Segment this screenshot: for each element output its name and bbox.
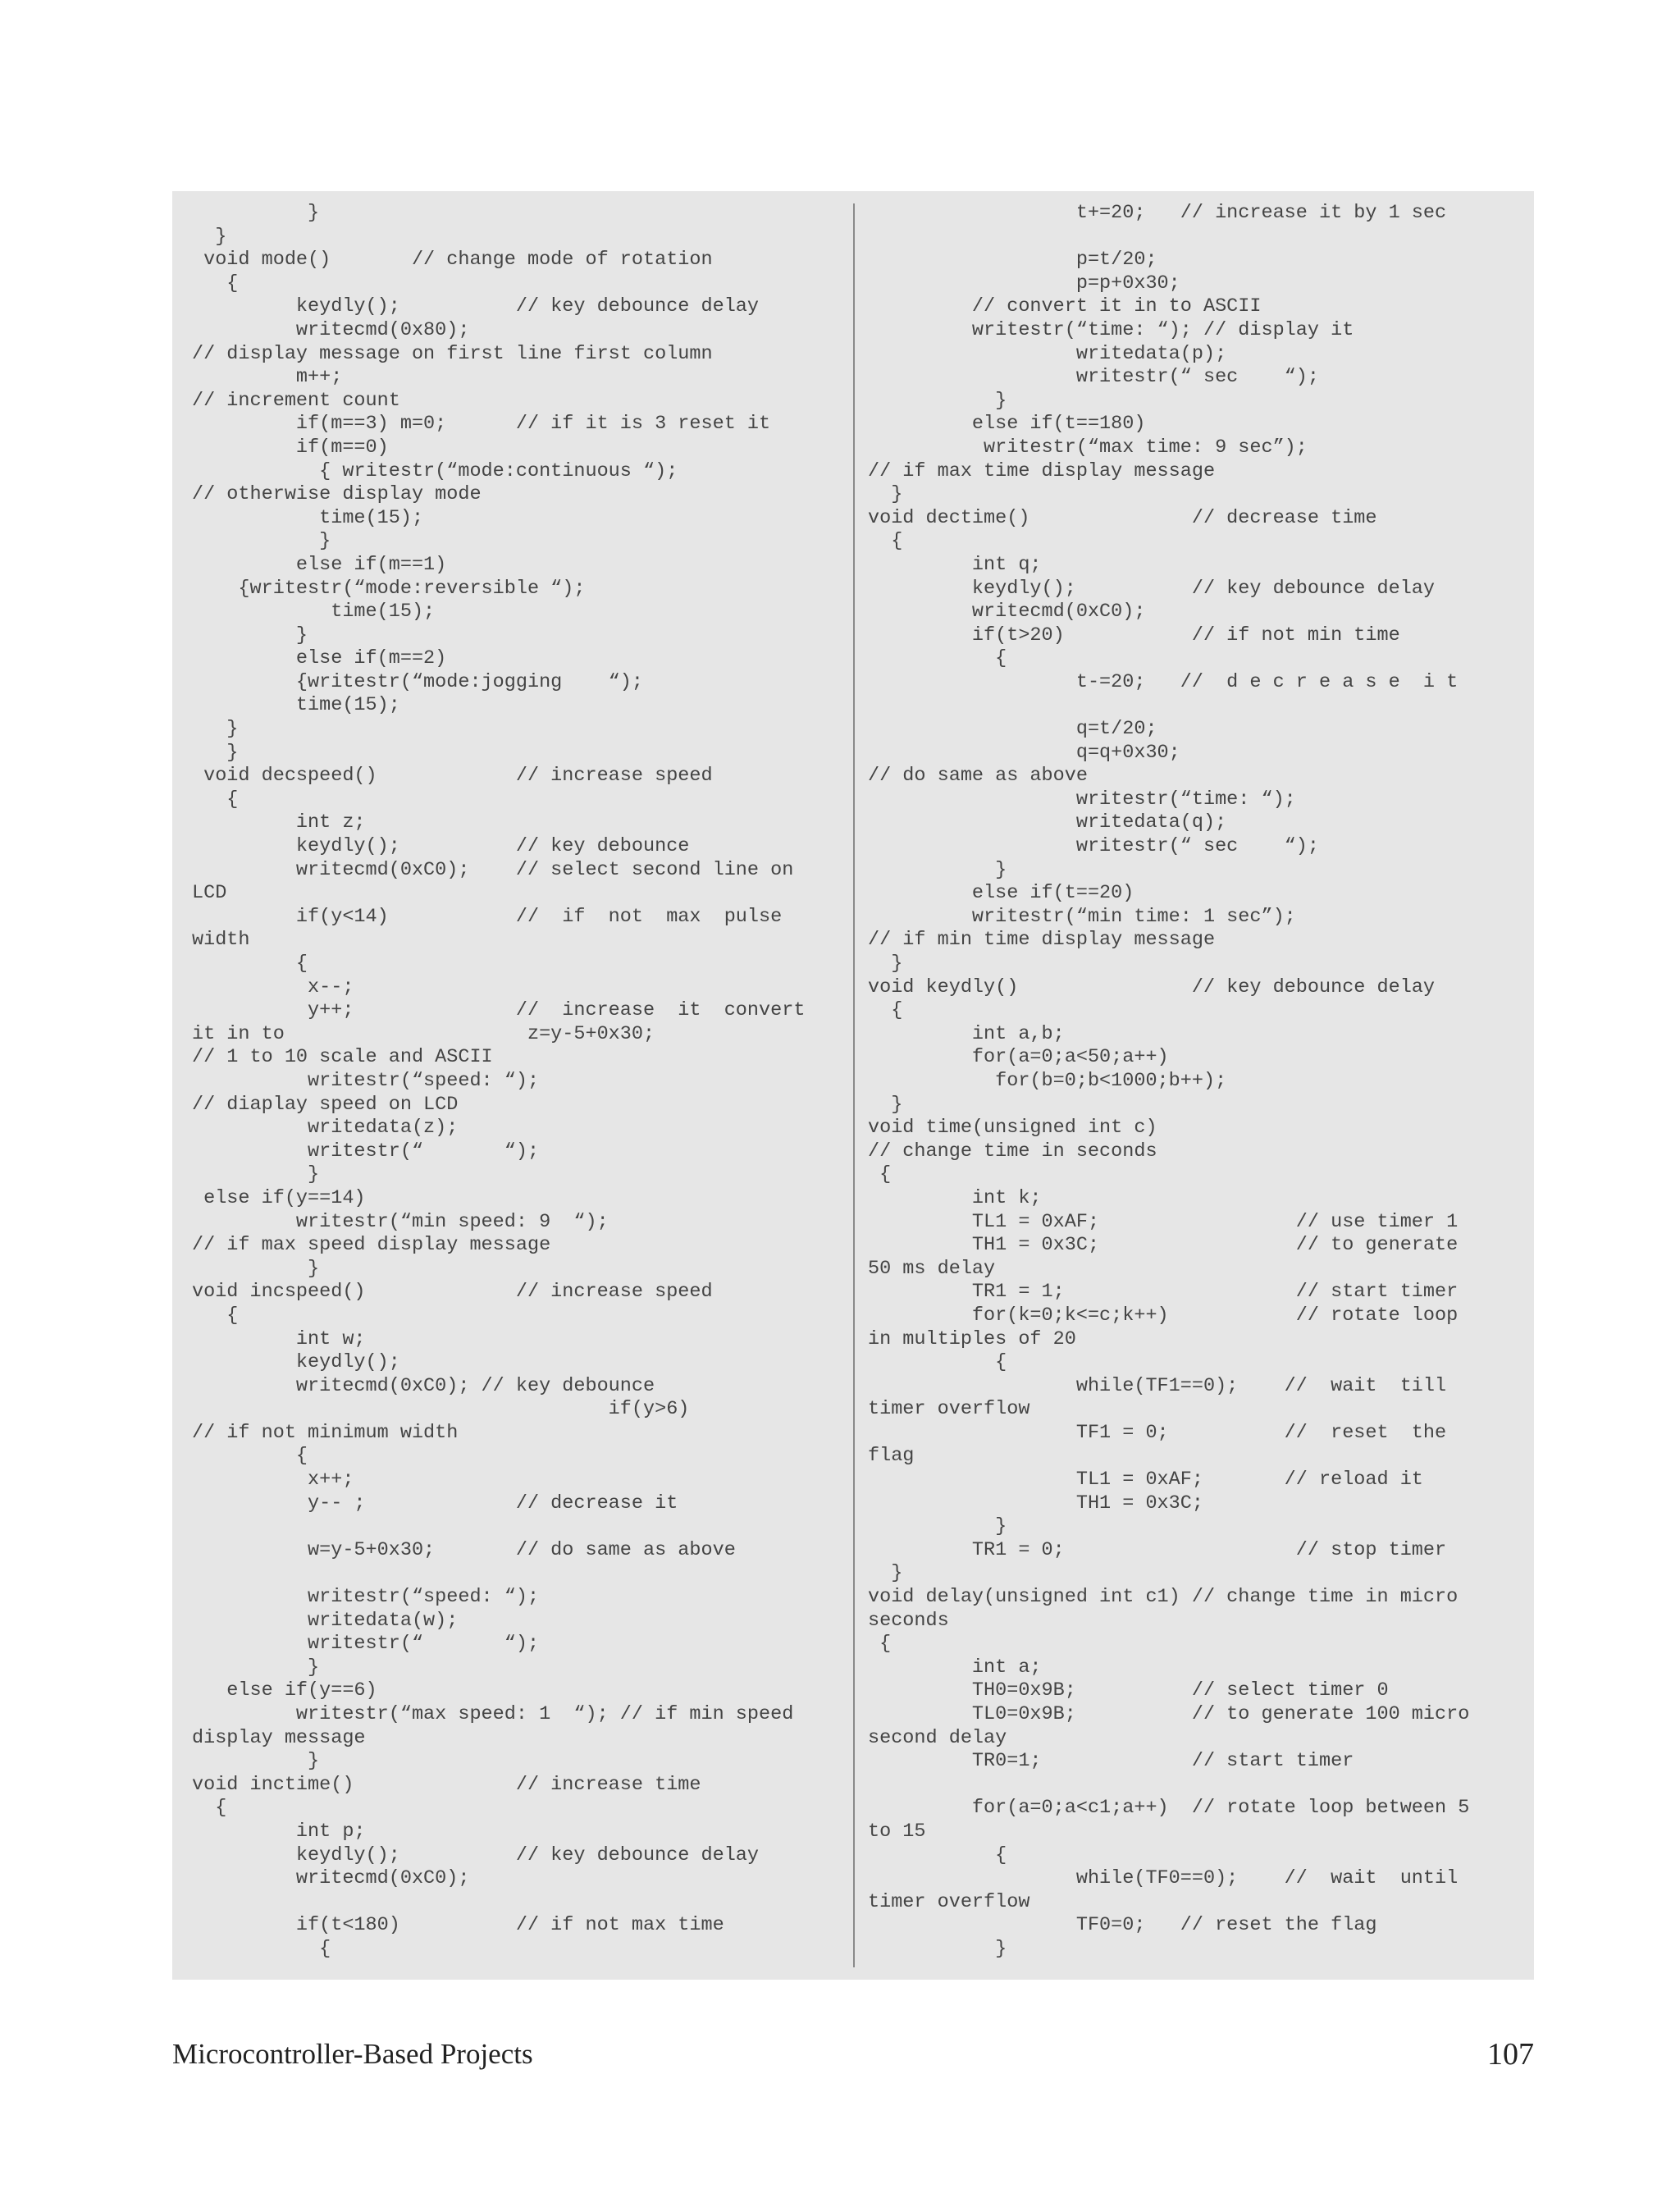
code-line: else if(t==180) (868, 413, 1146, 436)
code-line: } (192, 530, 331, 553)
code-line: { (192, 272, 239, 295)
code-line: y++; // increase it convert (192, 999, 806, 1022)
code-line: TR0=1; // start timer (868, 1750, 1354, 1773)
code-line: else if(t==20) (868, 882, 1134, 905)
code-line: width (192, 929, 250, 952)
code-line: // convert it in to ASCII (868, 295, 1262, 318)
code-line: } (868, 389, 1007, 412)
code-line: void inctime() // increase time (192, 1773, 701, 1796)
code-line: // increment count (192, 389, 400, 412)
code-line: } (868, 1937, 1007, 1960)
page-number: 107 (1487, 2037, 1534, 2072)
code-line: TH1 = 0x3C; // to generate (868, 1234, 1459, 1257)
code-line: // change time in seconds (868, 1140, 1157, 1163)
code-column-left (192, 202, 805, 1962)
code-line: writecmd(0xC0); // key debounce (192, 1374, 655, 1397)
code-line: TR1 = 1; // start timer (868, 1281, 1459, 1304)
code-line: } (192, 1750, 320, 1773)
code-line: flag (868, 1445, 915, 1468)
code-line: seconds (868, 1609, 949, 1632)
code-line: writedata(q); (868, 811, 1227, 834)
code-line: { (192, 1445, 308, 1468)
code-line: } (868, 953, 903, 975)
code-line: int a,b; (868, 1022, 1065, 1045)
code-line (192, 1562, 805, 1586)
code-line: writestr(“ sec “); (868, 366, 1319, 389)
code-line: time(15); (192, 694, 400, 717)
code-line: } (192, 1163, 320, 1186)
footer-book-title: Microcontroller-Based Projects (172, 2038, 533, 2070)
code-line: // 1 to 10 scale and ASCII (192, 1046, 493, 1069)
code-line: p=p+0x30; (868, 272, 1180, 295)
code-line: t-=20; // d e c r e a s e i t (868, 670, 1459, 693)
code-line: writestr(“max time: 9 sec”); (868, 436, 1308, 459)
code-line: writestr(“time: “); (868, 788, 1296, 811)
code-line: } (192, 202, 320, 224)
code-line: } (192, 225, 227, 248)
code-line: { (868, 1633, 892, 1656)
code-line: writestr(“speed: “); (192, 1069, 540, 1092)
code-line: // do same as above (868, 765, 1088, 788)
code-line: t+=20; // increase it by 1 sec (868, 202, 1447, 224)
code-line: m++; (192, 366, 343, 389)
code-line: {writestr(“mode:jogging “); (192, 670, 643, 693)
code-line: writestr(“max speed: 1 “); // if min speed (192, 1703, 794, 1725)
code-line: { writestr(“mode:continuous “); (192, 459, 678, 482)
code-line: w=y-5+0x30; // do same as above (192, 1538, 736, 1561)
code-line: writestr(“time: “); // display it (868, 318, 1354, 341)
code-line: q=q+0x30; (868, 741, 1180, 764)
code-line: time(15); (192, 506, 424, 529)
code-line: for(b=0;b<1000;b++); (868, 1069, 1227, 1092)
code-line: void mode() // change mode of rotation (192, 249, 713, 272)
code-line: writedata(w); (192, 1609, 459, 1632)
code-line: keydly(); // key debounce delay (868, 577, 1436, 600)
code-line: { (868, 1843, 1007, 1866)
code-line: int w; (192, 1327, 366, 1350)
code-line: } (192, 624, 308, 646)
code-line: TH0=0x9B; // select timer 0 (868, 1679, 1389, 1702)
code-line: // if max speed display message (192, 1234, 551, 1257)
code-line: time(15); (192, 601, 436, 624)
code-line: void dectime() // decrease time (868, 506, 1377, 529)
code-line: writecmd(0xC0); // select second line on (192, 858, 794, 881)
code-line: TF1 = 0; // reset the (868, 1421, 1447, 1444)
code-line: // if not minimum width (192, 1421, 459, 1444)
code-line: writedata(p); (868, 342, 1227, 365)
code-line: // otherwise display mode (192, 483, 482, 506)
code-line: int a; (868, 1656, 1042, 1679)
code-line: writestr(“speed: “); (192, 1586, 540, 1609)
code-line: { (868, 647, 1007, 670)
code-line: writestr(“ sec “); (868, 835, 1319, 858)
code-line: else if(y==6) (192, 1679, 377, 1702)
code-line: { (192, 953, 308, 975)
code-line: writestr(“ “); (192, 1633, 540, 1656)
code-line: in multiples of 20 (868, 1327, 1076, 1350)
code-line: int q; (868, 553, 1042, 576)
code-line: display message (192, 1726, 366, 1749)
code-line: int k; (868, 1186, 1042, 1209)
code-line: { (192, 1797, 227, 1820)
code-line: y-- ; // decrease it (192, 1492, 678, 1514)
code-line: else if(m==1) (192, 553, 447, 576)
code-line: void keydly() // key debounce delay (868, 975, 1436, 998)
code-line: x--; (192, 975, 354, 998)
code-line: LCD (192, 882, 227, 905)
code-line: } (868, 1562, 903, 1585)
code-line: while(TF0==0); // wait until (868, 1867, 1459, 1890)
code-listing (172, 191, 1534, 1980)
code-line: if(y<14) // if not max pulse (192, 905, 783, 928)
code-line: while(TF1==0); // wait till (868, 1374, 1447, 1397)
code-line: if(t<180) // if not max time (192, 1914, 724, 1937)
code-line: void incspeed() // increase speed (192, 1281, 713, 1304)
column-divider (853, 203, 855, 1967)
code-line: x++; (192, 1469, 354, 1492)
code-line: for(a=0;a<c1;a++) // rotate loop between 5 (868, 1797, 1470, 1820)
code-line: TL0=0x9B; // to generate 100 micro (868, 1703, 1470, 1725)
code-line: TH1 = 0x3C; (868, 1492, 1203, 1514)
code-column-right (868, 202, 1469, 1962)
code-line: writestr(“ “); (192, 1140, 540, 1163)
code-line (868, 694, 1469, 718)
code-line: timer overflow (868, 1398, 1030, 1421)
code-line: void delay(unsigned int c1) // change time in micro (868, 1586, 1459, 1609)
code-line: { (868, 1351, 1007, 1374)
code-line: TL1 = 0xAF; // reload it (868, 1469, 1423, 1492)
code-line: q=t/20; (868, 718, 1157, 741)
code-line: // if min time display message (868, 929, 1216, 952)
code-line: { (192, 788, 239, 811)
code-line: it in to z=y-5+0x30; (192, 1022, 655, 1045)
code-line: int z; (192, 811, 366, 834)
code-line: { (868, 1163, 892, 1186)
code-line: } (868, 1515, 1007, 1538)
code-line: keydly(); // key debounce delay (192, 1843, 760, 1866)
code-line: keydly(); (192, 1351, 400, 1374)
code-line: TF0=0; // reset the flag (868, 1914, 1377, 1937)
code-line: } (192, 1656, 320, 1679)
code-line: for(a=0;a<50;a++) (868, 1046, 1169, 1069)
code-line: {writestr(“mode:reversible “); (192, 577, 586, 600)
code-line: second delay (868, 1726, 1007, 1749)
code-line: else if(m==2) (192, 647, 447, 670)
code-line: { (192, 1304, 239, 1327)
code-line: int p; (192, 1820, 366, 1843)
code-line: writecmd(0xC0); (868, 601, 1146, 624)
code-line (192, 1891, 805, 1915)
code-line: { (868, 530, 903, 553)
code-line: writecmd(0xC0); (192, 1867, 470, 1890)
code-line (868, 226, 1469, 249)
code-line: keydly(); // key debounce (192, 835, 690, 858)
code-line: keydly(); // key debounce delay (192, 295, 760, 318)
code-line: writestr(“min time: 1 sec”); (868, 905, 1296, 928)
code-line: // if max time display message (868, 459, 1216, 482)
code-line: 50 ms delay (868, 1257, 996, 1280)
code-line: void time(unsigned int c) (868, 1117, 1157, 1140)
code-line: to 15 (868, 1820, 926, 1843)
code-line (868, 1774, 1469, 1798)
code-line: } (868, 1093, 903, 1116)
code-line: if(m==3) m=0; // if it is 3 reset it (192, 413, 771, 436)
code-line: if(t>20) // if not min time (868, 624, 1400, 646)
code-line: } (868, 483, 903, 506)
code-line: } (868, 858, 1007, 881)
code-line: void decspeed() // increase speed (192, 765, 713, 788)
code-line: writestr(“min speed: 9 “); (192, 1210, 609, 1233)
code-line: if(m==0) (192, 436, 389, 459)
code-line: } (192, 718, 239, 741)
code-line: // display message on first line first column (192, 342, 713, 365)
code-line: TL1 = 0xAF; // use timer 1 (868, 1210, 1459, 1233)
code-line: writedata(z); (192, 1117, 459, 1140)
code-line: else if(y==14) (192, 1186, 366, 1209)
code-line (192, 1515, 805, 1539)
code-line: writecmd(0x80); (192, 318, 470, 341)
code-line: // diaplay speed on LCD (192, 1093, 459, 1116)
code-line: p=t/20; (868, 249, 1157, 272)
code-line: timer overflow (868, 1890, 1030, 1913)
code-line: } (192, 1257, 320, 1280)
code-line: if(y>6) (192, 1398, 690, 1421)
code-line: for(k=0;k<=c;k++) // rotate loop (868, 1304, 1459, 1327)
code-line: { (868, 999, 903, 1022)
code-line: TR1 = 0; // stop timer (868, 1538, 1447, 1561)
code-line: { (192, 1937, 331, 1960)
code-line: } (192, 741, 239, 764)
